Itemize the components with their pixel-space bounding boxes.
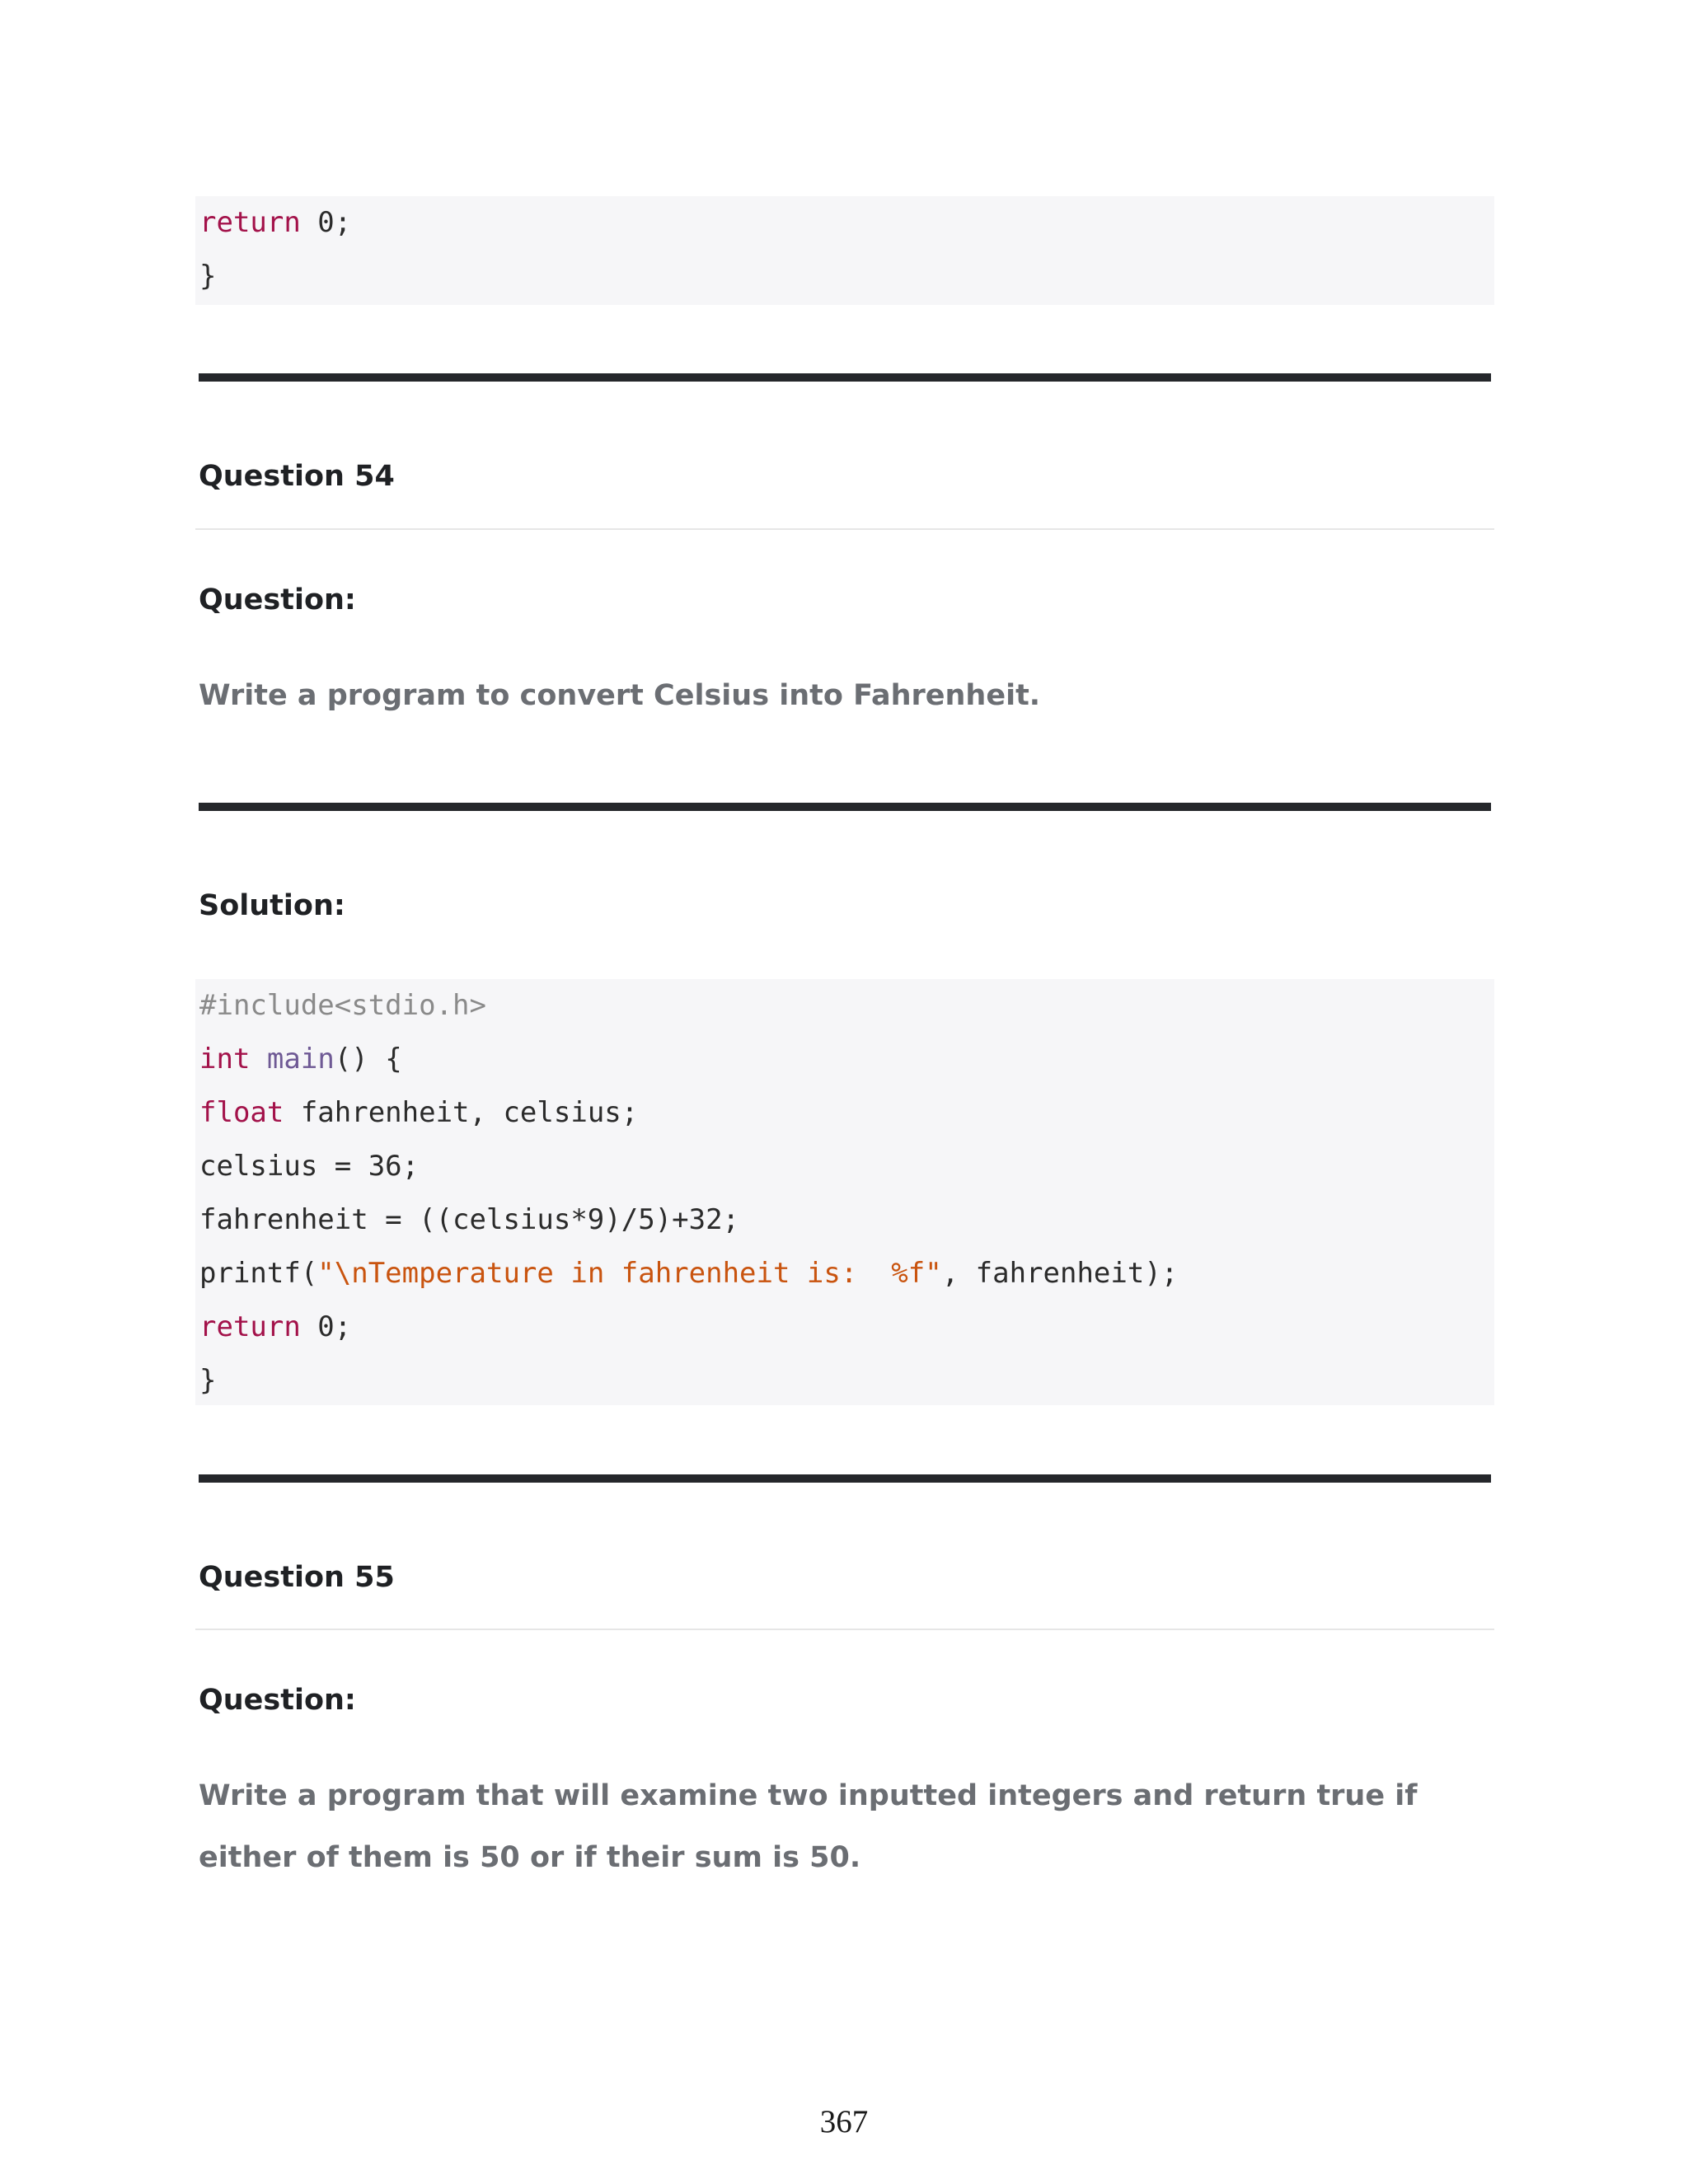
code-line: [199, 196, 1494, 250]
title-underline: [195, 528, 1494, 530]
code-string: "\nTemperature in fahrenheit is: %f": [317, 1257, 942, 1290]
code-text: printf(: [199, 1257, 318, 1290]
code-function: main: [266, 1043, 335, 1076]
code-line: celsius = 36;: [199, 1150, 420, 1183]
code-preprocessor: #include<stdio.h>: [199, 989, 486, 1022]
code-text: fahrenheit, celsius;: [284, 1096, 639, 1129]
code-line: [199, 979, 1494, 1033]
title-underline: [195, 1629, 1494, 1630]
code-line: }: [199, 260, 217, 293]
code-keyword: int: [199, 1043, 251, 1076]
code-line: [199, 1086, 1494, 1140]
code-line: }: [199, 1364, 217, 1397]
code-space: [250, 1043, 266, 1076]
solution-label: Solution:: [199, 889, 345, 922]
section-divider: [199, 373, 1491, 382]
code-block-solution: [195, 979, 1494, 1405]
code-text: () {: [334, 1043, 402, 1076]
question-text: Write a program that will examine two inputted integers and return true if either of them is 50 or if their sum is 50.: [199, 1779, 1418, 1874]
code-keyword: return: [199, 1310, 301, 1343]
page-number: 367: [819, 2104, 869, 2139]
question-label: Question:: [199, 1684, 356, 1717]
question-text: Write a program to convert Celsius into Fahrenheit.: [199, 679, 1041, 712]
code-block-top: [195, 196, 1494, 305]
question-label: Question:: [199, 583, 356, 616]
code-line: [199, 1247, 1494, 1301]
question-title: Question 55: [199, 1561, 395, 1594]
code-text: 0;: [300, 1310, 352, 1343]
code-line: [199, 1301, 1494, 1354]
code-keyword: return: [199, 206, 301, 239]
code-line: [199, 1033, 1494, 1086]
section-divider: [199, 1474, 1491, 1483]
section-divider: [199, 803, 1491, 811]
code-line: fahrenheit = ((celsius*9)/5)+32;: [199, 1203, 740, 1236]
code-text: 0;: [300, 206, 352, 239]
code-text: , fahrenheit);: [941, 1257, 1179, 1290]
question-title: Question 54: [199, 460, 395, 493]
code-keyword: float: [199, 1096, 284, 1129]
